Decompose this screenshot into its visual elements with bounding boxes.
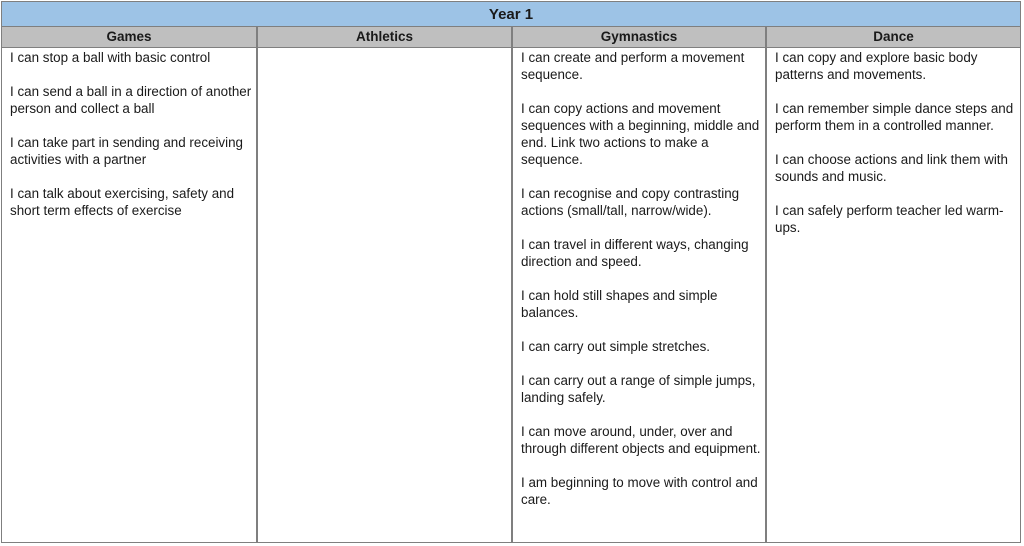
dance-cell bbox=[767, 48, 1020, 542]
header-athletics: Athletics bbox=[258, 27, 513, 47]
dance-statement: I can safely perform teacher led warm-ups. bbox=[775, 203, 1004, 235]
dance-statement: I can choose actions and link them with sounds and music. bbox=[775, 152, 1008, 184]
header-dance: Dance bbox=[873, 29, 914, 44]
games-cell bbox=[2, 48, 258, 542]
dance-statement: I can copy and explore basic body patterns and movements. bbox=[775, 50, 978, 82]
games-statement: I can take part in sending and receiving activities with a partner bbox=[10, 135, 243, 167]
gymnastics-statement: I can create and perform a movement sequence. bbox=[521, 50, 745, 82]
games-statement: I can stop a ball with basic control bbox=[10, 50, 211, 65]
gymnastics-statement: I can recognise and copy contrasting actions (small/tall, narrow/wide). bbox=[521, 186, 740, 218]
year-1-curriculum-table bbox=[1, 1, 1021, 543]
gymnastics-statement: I can move around, under, over and through different objects and equipment. bbox=[521, 424, 761, 456]
header-games: Games bbox=[2, 27, 258, 47]
header-gymnastics: Gymnastics bbox=[513, 27, 767, 47]
gymnastics-statement: I can hold still shapes and simple balances. bbox=[521, 288, 718, 320]
content-row bbox=[2, 48, 1020, 542]
gymnastics-statement: I can travel in different ways, changing direction and speed. bbox=[521, 237, 749, 269]
gymnastics-statement: I can carry out a range of simple jumps, landing safely. bbox=[521, 373, 756, 405]
gymnastics-statement: I can copy actions and movement sequences with a beginning, middle and end. Link two actions to make a sequence. bbox=[521, 101, 760, 167]
dance-statement: I can remember simple dance steps and perform them in a controlled manner. bbox=[775, 101, 1014, 133]
games-statement: I can send a ball in a direction of another person and collect a ball bbox=[10, 84, 252, 116]
gymnastics-statement: I am beginning to move with control and care. bbox=[521, 475, 758, 507]
games-statement: I can talk about exercising, safety and short term effects of exercise bbox=[10, 186, 235, 218]
table-title: Year 1 bbox=[2, 2, 1020, 27]
athletics-cell bbox=[258, 48, 513, 542]
gymnastics-cell bbox=[513, 48, 767, 542]
gymnastics-statement: I can carry out simple stretches. bbox=[521, 339, 711, 354]
column-header-row bbox=[2, 27, 1020, 48]
